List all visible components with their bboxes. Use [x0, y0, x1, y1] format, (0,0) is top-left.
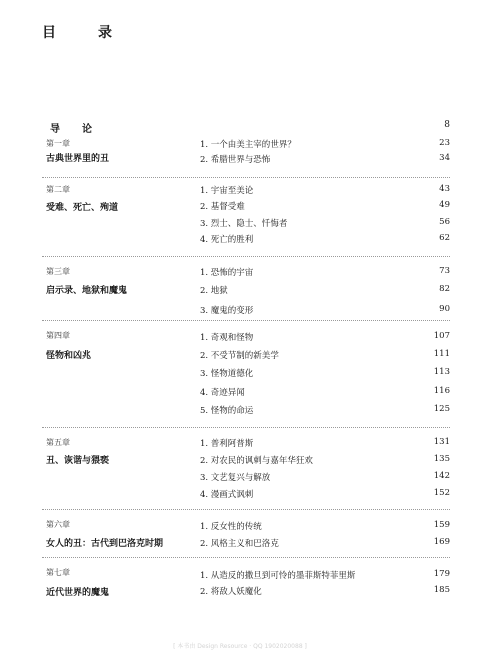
entry-page-number: 152: [433, 488, 450, 498]
chapter-title: 怪物和凶兆: [46, 351, 92, 361]
toc-entry: [200, 520, 450, 532]
entry-title: 1. 从造反的撒旦到可怜的墨菲斯特菲里斯: [200, 571, 356, 581]
entry-title: 1. 恐怖的宇宙: [200, 268, 254, 278]
entry-title: 2. 将敌人妖魔化: [200, 587, 262, 597]
entry-title: 3. 文艺复兴与解放: [200, 473, 271, 483]
chapter-7: [42, 557, 450, 603]
chapter-number: 第四章: [46, 331, 70, 340]
toc-entry: [200, 404, 450, 416]
entry-title: 3. 烈士、隐士、忏悔者: [200, 219, 288, 229]
chapter-number: 第七章: [46, 568, 70, 577]
chapter-3: [42, 256, 450, 321]
page-title: 目 录: [42, 25, 126, 41]
chapter-title: 近代世界的魔鬼: [46, 588, 110, 598]
chapter-number: 第一章: [46, 139, 70, 148]
toc-entry: [200, 138, 450, 150]
chapter-title: 受难、死亡、殉道: [46, 203, 119, 213]
intro-page-number: 8: [444, 120, 450, 130]
chapter-6: [42, 509, 450, 555]
entry-title: 1. 奇观和怪物: [200, 333, 254, 343]
entry-page-number: 43: [439, 184, 450, 194]
chapter-2: [42, 177, 450, 253]
toc-entry: [200, 367, 450, 379]
toc-entry: [200, 200, 450, 212]
entry-title: 2. 风格主义和巴洛克: [200, 539, 279, 549]
chapter-number: 第三章: [46, 267, 70, 276]
entry-page-number: 34: [439, 153, 450, 163]
entry-title: 2. 地狱: [200, 286, 228, 296]
chapter-title: 启示录、地狱和魔鬼: [46, 286, 128, 296]
entry-page-number: 107: [433, 331, 450, 341]
toc-entry: [200, 233, 450, 245]
entry-page-number: 179: [433, 569, 450, 579]
entry-page-number: 113: [433, 367, 450, 377]
watermark-footer: [ 本书由 Design Resource · QQ 1902020088 ]: [173, 643, 307, 650]
entry-title: 4. 漫画式讽刺: [200, 490, 254, 500]
chapter-number: 第五章: [46, 438, 70, 447]
intro-label: 导 论: [50, 124, 98, 135]
toc-entry: [200, 386, 450, 398]
toc-entry: [200, 569, 450, 581]
entry-title: 2. 对农民的讽刺与嘉年华狂欢: [200, 456, 313, 466]
entry-page-number: 185: [433, 585, 450, 595]
entry-page-number: 131: [433, 437, 450, 447]
toc-entry: [200, 217, 450, 229]
entry-page-number: 159: [433, 520, 450, 530]
toc-entry: [200, 331, 450, 343]
chapter-number: 第二章: [46, 185, 70, 194]
entry-title: 4. 死亡的胜利: [200, 235, 254, 245]
toc-entry: [200, 437, 450, 449]
entry-page-number: 56: [439, 217, 450, 227]
toc-entry: [200, 585, 450, 597]
toc-entry: [200, 537, 450, 549]
toc-entry: [200, 304, 450, 316]
toc-entry: [200, 184, 450, 196]
entry-page-number: 116: [433, 386, 450, 396]
entry-title: 2. 基督受难: [200, 202, 245, 212]
chapter-4: [42, 320, 450, 421]
chapter-1: [42, 136, 450, 176]
entry-page-number: 23: [439, 138, 450, 148]
entry-title: 1. 一个由美主宰的世界？: [200, 140, 296, 150]
entry-title: 1. 反女性的传统: [200, 522, 262, 532]
entry-page-number: 90: [439, 304, 450, 314]
entry-title: 3. 怪物道德化: [200, 369, 254, 379]
entry-title: 1. 宇宙至美论: [200, 186, 254, 196]
entry-title: 1. 普利阿普斯: [200, 439, 254, 449]
toc-entry: [200, 454, 450, 466]
entry-page-number: 49: [439, 200, 450, 210]
entry-page-number: 111: [433, 349, 450, 359]
entry-page-number: 142: [433, 471, 450, 481]
intro-row: [50, 120, 450, 134]
toc-entry: [200, 349, 450, 361]
chapter-title: 古典世界里的丑: [46, 154, 110, 164]
entry-page-number: 62: [439, 233, 450, 243]
entry-page-number: 73: [439, 266, 450, 276]
entry-page-number: 135: [433, 454, 450, 464]
entry-title: 5. 怪物的命运: [200, 406, 254, 416]
entry-title: 2. 希腊世界与恐怖: [200, 155, 271, 165]
chapter-title: 女人的丑：古代到巴洛克时期: [46, 539, 164, 549]
toc-entry: [200, 284, 450, 296]
entry-page-number: 169: [433, 537, 450, 547]
toc-entry: [200, 488, 450, 500]
toc-entry: [200, 266, 450, 278]
entry-title: 3. 魔鬼的变形: [200, 306, 254, 316]
entry-title: 2. 不受节制的新美学: [200, 351, 279, 361]
chapter-5: [42, 427, 450, 508]
entry-page-number: 125: [433, 404, 450, 414]
toc-entry: [200, 471, 450, 483]
entry-title: 4. 奇迹异闻: [200, 388, 245, 398]
chapter-title: 丑、诙谐与猥亵: [46, 456, 110, 466]
chapter-number: 第六章: [46, 520, 70, 529]
toc-entry: [200, 153, 450, 165]
entry-page-number: 82: [439, 284, 450, 294]
